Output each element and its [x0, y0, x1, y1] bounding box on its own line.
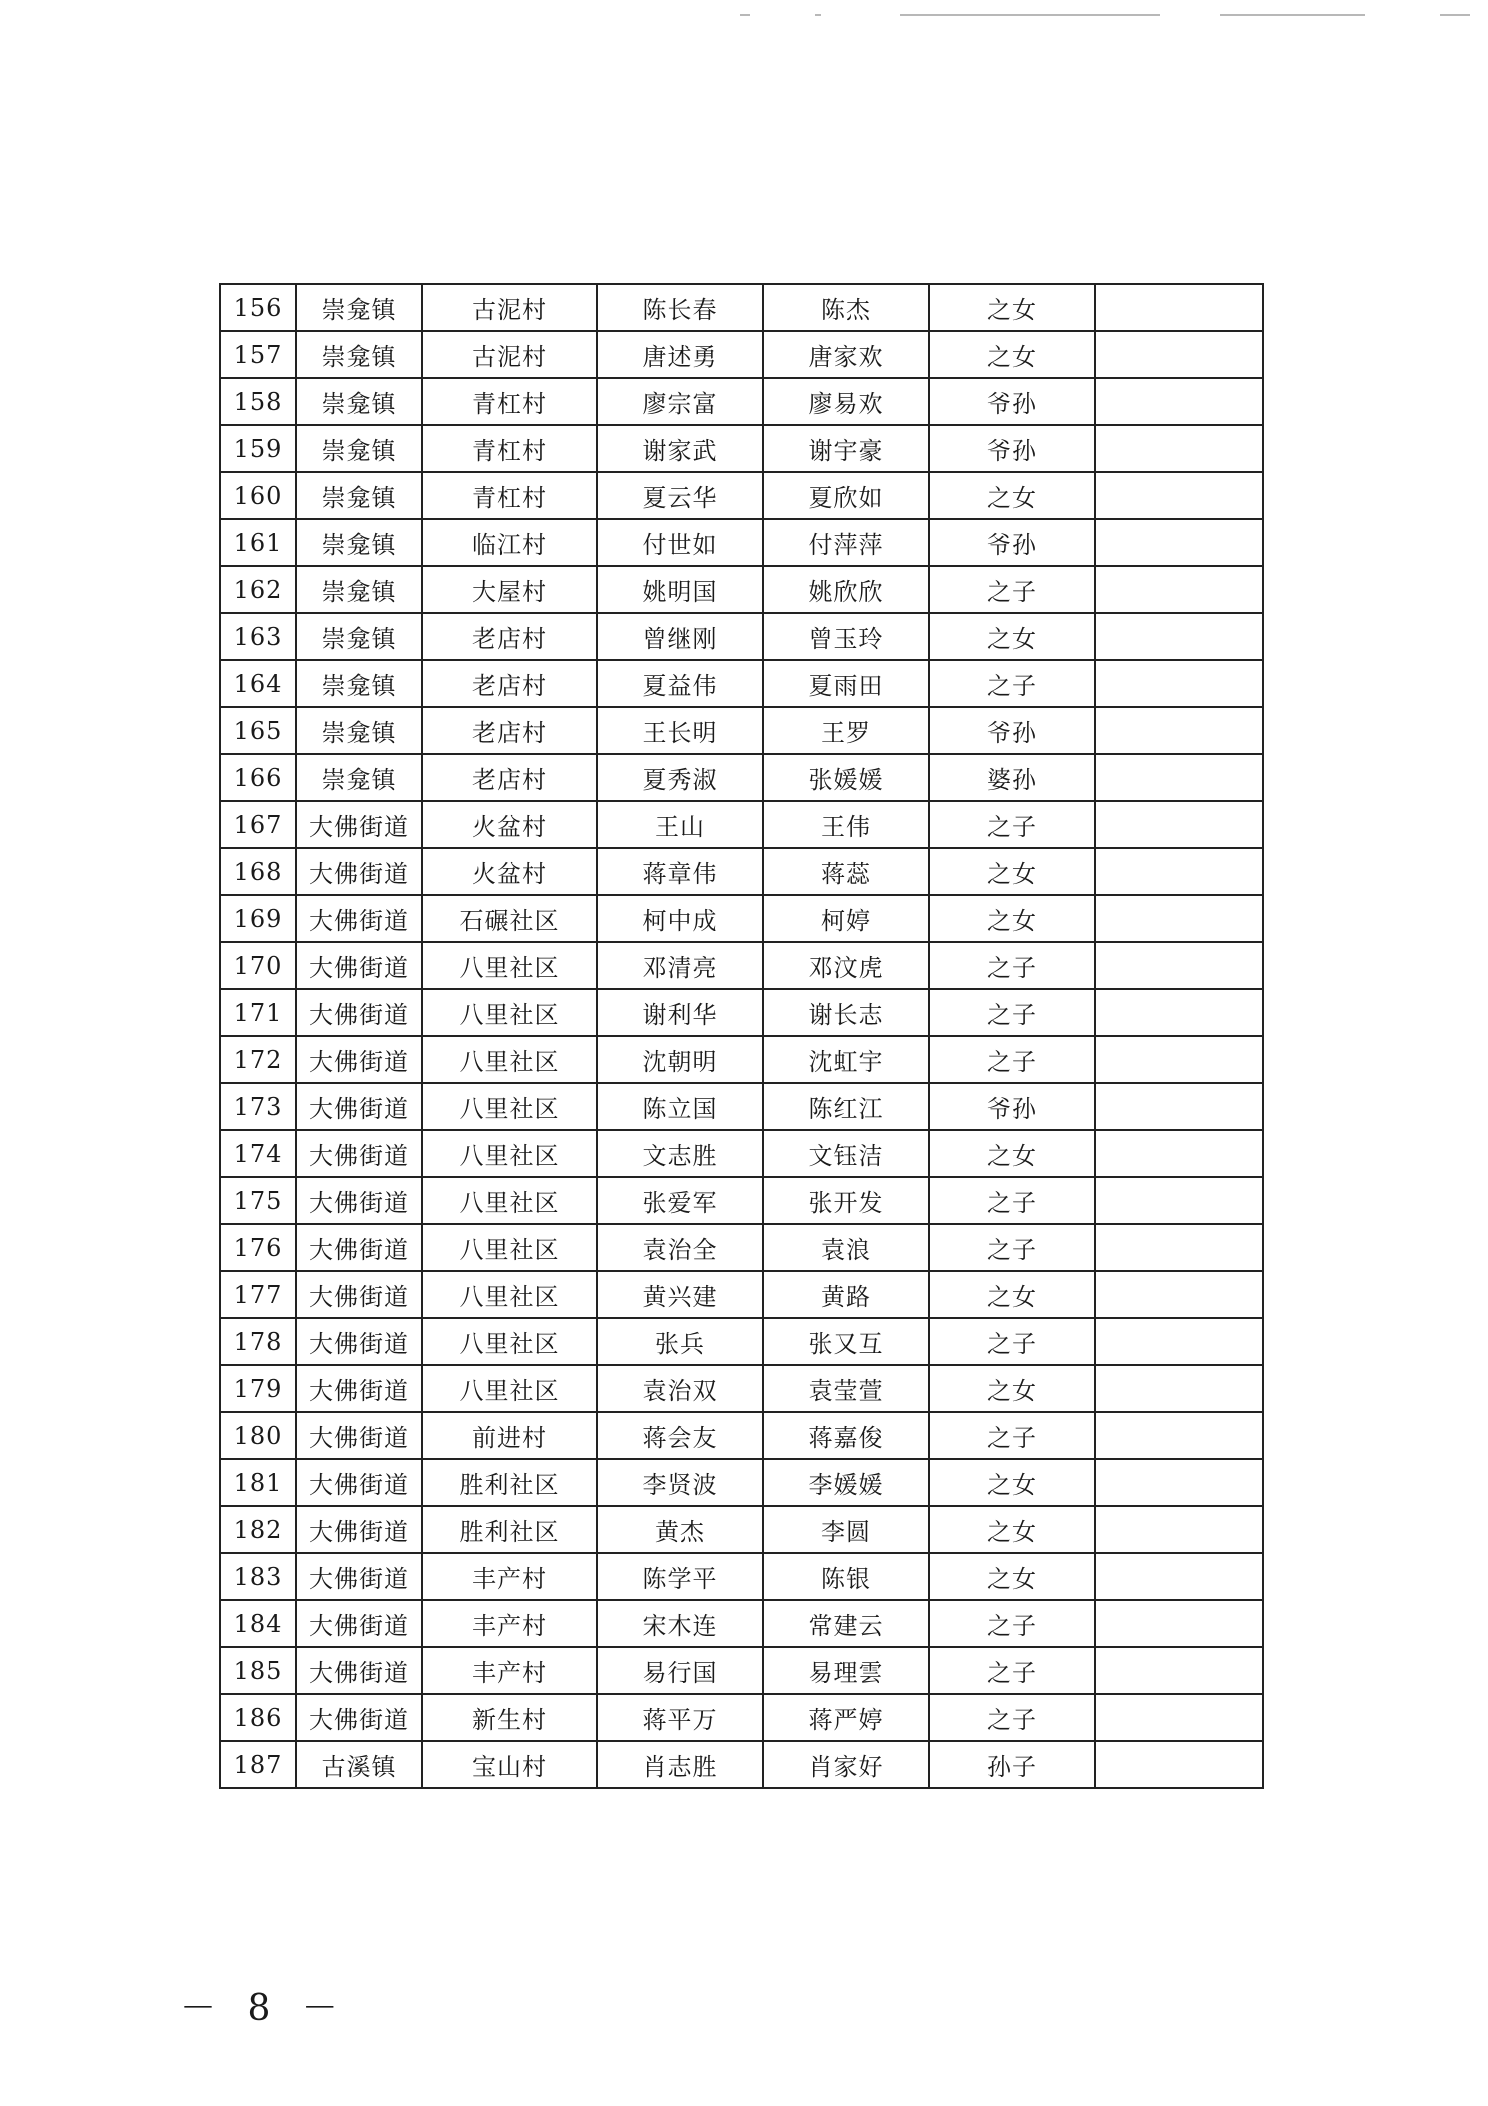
remarks-cell	[1095, 331, 1263, 378]
table-row	[220, 425, 1263, 472]
relationship-cell: 之子	[929, 942, 1095, 989]
relationship-cell: 婆孙	[929, 754, 1095, 801]
town-cell: 大佛街道	[296, 1036, 422, 1083]
town-cell: 崇龛镇	[296, 660, 422, 707]
village-cell: 大屋村	[422, 566, 597, 613]
relationship-cell: 之子	[929, 1177, 1095, 1224]
row-number-cell: 182	[220, 1506, 296, 1553]
relationship-cell: 之女	[929, 1553, 1095, 1600]
parent-name-cell: 张兵	[597, 1318, 763, 1365]
child-name-cell: 邓汶虎	[763, 942, 929, 989]
town-cell: 崇龛镇	[296, 284, 422, 331]
remarks-cell	[1095, 1036, 1263, 1083]
town-cell: 大佛街道	[296, 1459, 422, 1506]
row-number-cell: 184	[220, 1600, 296, 1647]
child-name-cell: 袁浪	[763, 1224, 929, 1271]
relationship-cell: 之女	[929, 1365, 1095, 1412]
town-cell: 崇龛镇	[296, 425, 422, 472]
parent-name-cell: 蒋平万	[597, 1694, 763, 1741]
child-name-cell: 姚欣欣	[763, 566, 929, 613]
table-row	[220, 1459, 1263, 1506]
row-number-cell: 176	[220, 1224, 296, 1271]
village-cell: 青杠村	[422, 378, 597, 425]
remarks-cell	[1095, 801, 1263, 848]
table-row	[220, 754, 1263, 801]
table-row	[220, 1647, 1263, 1694]
village-cell: 八里社区	[422, 1224, 597, 1271]
relationship-cell: 之子	[929, 989, 1095, 1036]
remarks-cell	[1095, 754, 1263, 801]
child-name-cell: 陈银	[763, 1553, 929, 1600]
village-cell: 石碾社区	[422, 895, 597, 942]
child-name-cell: 常建云	[763, 1600, 929, 1647]
remarks-cell	[1095, 284, 1263, 331]
table-row	[220, 1036, 1263, 1083]
parent-name-cell: 蒋章伟	[597, 848, 763, 895]
village-cell: 丰产村	[422, 1647, 597, 1694]
relationship-cell: 爷孙	[929, 425, 1095, 472]
village-cell: 胜利社区	[422, 1459, 597, 1506]
child-name-cell: 陈红江	[763, 1083, 929, 1130]
child-name-cell: 李圆	[763, 1506, 929, 1553]
remarks-cell	[1095, 895, 1263, 942]
remarks-cell	[1095, 942, 1263, 989]
parent-name-cell: 袁治全	[597, 1224, 763, 1271]
relationship-cell: 之女	[929, 1459, 1095, 1506]
table-body	[220, 284, 1263, 1788]
remarks-cell	[1095, 848, 1263, 895]
relationship-cell: 之子	[929, 1412, 1095, 1459]
row-number-cell: 174	[220, 1130, 296, 1177]
remarks-cell	[1095, 1083, 1263, 1130]
table-row	[220, 1224, 1263, 1271]
village-cell: 丰产村	[422, 1553, 597, 1600]
village-cell: 古泥村	[422, 331, 597, 378]
remarks-cell	[1095, 1694, 1263, 1741]
child-name-cell: 柯婷	[763, 895, 929, 942]
records-table	[219, 283, 1264, 1789]
village-cell: 八里社区	[422, 942, 597, 989]
remarks-cell	[1095, 989, 1263, 1036]
village-cell: 青杠村	[422, 472, 597, 519]
row-number-cell: 171	[220, 989, 296, 1036]
row-number-cell: 167	[220, 801, 296, 848]
table-row	[220, 1506, 1263, 1553]
relationship-cell: 之子	[929, 1600, 1095, 1647]
table-row	[220, 1600, 1263, 1647]
row-number-cell: 177	[220, 1271, 296, 1318]
town-cell: 大佛街道	[296, 989, 422, 1036]
remarks-cell	[1095, 1412, 1263, 1459]
relationship-cell: 之女	[929, 472, 1095, 519]
town-cell: 大佛街道	[296, 1600, 422, 1647]
parent-name-cell: 付世如	[597, 519, 763, 566]
table-row	[220, 1271, 1263, 1318]
village-cell: 火盆村	[422, 801, 597, 848]
town-cell: 崇龛镇	[296, 754, 422, 801]
remarks-cell	[1095, 1130, 1263, 1177]
remarks-cell	[1095, 1553, 1263, 1600]
town-cell: 崇龛镇	[296, 566, 422, 613]
village-cell: 老店村	[422, 660, 597, 707]
village-cell: 八里社区	[422, 1036, 597, 1083]
town-cell: 大佛街道	[296, 1412, 422, 1459]
child-name-cell: 易理雲	[763, 1647, 929, 1694]
town-cell: 大佛街道	[296, 942, 422, 989]
relationship-cell: 之女	[929, 895, 1095, 942]
row-number-cell: 164	[220, 660, 296, 707]
remarks-cell	[1095, 660, 1263, 707]
remarks-cell	[1095, 1741, 1263, 1788]
relationship-cell: 爷孙	[929, 707, 1095, 754]
relationship-cell: 之子	[929, 1318, 1095, 1365]
parent-name-cell: 邓清亮	[597, 942, 763, 989]
village-cell: 八里社区	[422, 1318, 597, 1365]
relationship-cell: 孙子	[929, 1741, 1095, 1788]
parent-name-cell: 蒋会友	[597, 1412, 763, 1459]
relationship-cell: 之子	[929, 566, 1095, 613]
town-cell: 大佛街道	[296, 801, 422, 848]
scan-artifact	[1220, 14, 1365, 16]
row-number-cell: 187	[220, 1741, 296, 1788]
relationship-cell: 爷孙	[929, 1083, 1095, 1130]
table-row	[220, 1741, 1263, 1788]
row-number-cell: 160	[220, 472, 296, 519]
parent-name-cell: 夏益伟	[597, 660, 763, 707]
remarks-cell	[1095, 1271, 1263, 1318]
town-cell: 大佛街道	[296, 1083, 422, 1130]
scan-artifact	[1440, 14, 1470, 16]
table-row	[220, 1553, 1263, 1600]
child-name-cell: 黄路	[763, 1271, 929, 1318]
parent-name-cell: 廖宗富	[597, 378, 763, 425]
child-name-cell: 蒋严婷	[763, 1694, 929, 1741]
remarks-cell	[1095, 1365, 1263, 1412]
relationship-cell: 之子	[929, 1647, 1095, 1694]
table-row	[220, 1412, 1263, 1459]
table-row	[220, 1130, 1263, 1177]
village-cell: 八里社区	[422, 1271, 597, 1318]
town-cell: 崇龛镇	[296, 613, 422, 660]
table-row	[220, 660, 1263, 707]
town-cell: 大佛街道	[296, 1365, 422, 1412]
parent-name-cell: 唐述勇	[597, 331, 763, 378]
relationship-cell: 之子	[929, 1036, 1095, 1083]
parent-name-cell: 陈长春	[597, 284, 763, 331]
parent-name-cell: 陈立国	[597, 1083, 763, 1130]
town-cell: 崇龛镇	[296, 331, 422, 378]
town-cell: 大佛街道	[296, 1694, 422, 1741]
row-number-cell: 163	[220, 613, 296, 660]
row-number-cell: 162	[220, 566, 296, 613]
row-number-cell: 178	[220, 1318, 296, 1365]
parent-name-cell: 文志胜	[597, 1130, 763, 1177]
child-name-cell: 付萍萍	[763, 519, 929, 566]
parent-name-cell: 袁治双	[597, 1365, 763, 1412]
child-name-cell: 夏雨田	[763, 660, 929, 707]
parent-name-cell: 宋木连	[597, 1600, 763, 1647]
town-cell: 大佛街道	[296, 895, 422, 942]
child-name-cell: 张又互	[763, 1318, 929, 1365]
parent-name-cell: 柯中成	[597, 895, 763, 942]
table-row	[220, 848, 1263, 895]
child-name-cell: 张开发	[763, 1177, 929, 1224]
child-name-cell: 王罗	[763, 707, 929, 754]
table-row	[220, 284, 1263, 331]
child-name-cell: 曾玉玲	[763, 613, 929, 660]
child-name-cell: 廖易欢	[763, 378, 929, 425]
row-number-cell: 157	[220, 331, 296, 378]
town-cell: 崇龛镇	[296, 519, 422, 566]
child-name-cell: 袁莹萱	[763, 1365, 929, 1412]
town-cell: 大佛街道	[296, 1318, 422, 1365]
row-number-cell: 186	[220, 1694, 296, 1741]
village-cell: 古泥村	[422, 284, 597, 331]
town-cell: 大佛街道	[296, 1224, 422, 1271]
village-cell: 前进村	[422, 1412, 597, 1459]
remarks-cell	[1095, 1224, 1263, 1271]
table-row	[220, 519, 1263, 566]
village-cell: 八里社区	[422, 1177, 597, 1224]
scan-artifact	[900, 14, 1160, 16]
scan-artifact	[815, 14, 821, 16]
table-row	[220, 1694, 1263, 1741]
parent-name-cell: 谢利华	[597, 989, 763, 1036]
child-name-cell: 蒋嘉俊	[763, 1412, 929, 1459]
village-cell: 宝山村	[422, 1741, 597, 1788]
row-number-cell: 179	[220, 1365, 296, 1412]
remarks-cell	[1095, 1459, 1263, 1506]
town-cell: 崇龛镇	[296, 707, 422, 754]
table-row	[220, 1177, 1263, 1224]
parent-name-cell: 姚明国	[597, 566, 763, 613]
remarks-cell	[1095, 1318, 1263, 1365]
table-row	[220, 613, 1263, 660]
parent-name-cell: 王山	[597, 801, 763, 848]
town-cell: 大佛街道	[296, 1647, 422, 1694]
table-row	[220, 331, 1263, 378]
row-number-cell: 173	[220, 1083, 296, 1130]
town-cell: 大佛街道	[296, 1553, 422, 1600]
table-row	[220, 942, 1263, 989]
parent-name-cell: 李贤波	[597, 1459, 763, 1506]
parent-name-cell: 谢家武	[597, 425, 763, 472]
remarks-cell	[1095, 519, 1263, 566]
table-row	[220, 989, 1263, 1036]
row-number-cell: 185	[220, 1647, 296, 1694]
table-row	[220, 707, 1263, 754]
relationship-cell: 之女	[929, 1271, 1095, 1318]
remarks-cell	[1095, 472, 1263, 519]
parent-name-cell: 曾继刚	[597, 613, 763, 660]
relationship-cell: 之子	[929, 660, 1095, 707]
town-cell: 大佛街道	[296, 1506, 422, 1553]
village-cell: 丰产村	[422, 1600, 597, 1647]
village-cell: 老店村	[422, 613, 597, 660]
row-number-cell: 166	[220, 754, 296, 801]
row-number-cell: 158	[220, 378, 296, 425]
remarks-cell	[1095, 566, 1263, 613]
village-cell: 八里社区	[422, 1130, 597, 1177]
village-cell: 老店村	[422, 754, 597, 801]
child-name-cell: 王伟	[763, 801, 929, 848]
remarks-cell	[1095, 1506, 1263, 1553]
remarks-cell	[1095, 425, 1263, 472]
relationship-cell: 之女	[929, 1130, 1095, 1177]
table-row	[220, 1318, 1263, 1365]
child-name-cell: 蒋蕊	[763, 848, 929, 895]
page-number: － 8 －	[180, 1988, 348, 2029]
table-row	[220, 1365, 1263, 1412]
row-number-cell: 165	[220, 707, 296, 754]
parent-name-cell: 易行国	[597, 1647, 763, 1694]
child-name-cell: 李媛媛	[763, 1459, 929, 1506]
relationship-cell: 之子	[929, 1224, 1095, 1271]
relationship-cell: 之子	[929, 801, 1095, 848]
parent-name-cell: 肖志胜	[597, 1741, 763, 1788]
parent-name-cell: 陈学平	[597, 1553, 763, 1600]
row-number-cell: 181	[220, 1459, 296, 1506]
village-cell: 八里社区	[422, 1365, 597, 1412]
relationship-cell: 爷孙	[929, 519, 1095, 566]
table-row	[220, 1083, 1263, 1130]
relationship-cell: 之女	[929, 331, 1095, 378]
child-name-cell: 夏欣如	[763, 472, 929, 519]
child-name-cell: 肖家好	[763, 1741, 929, 1788]
remarks-cell	[1095, 1647, 1263, 1694]
row-number-cell: 172	[220, 1036, 296, 1083]
table-row	[220, 378, 1263, 425]
remarks-cell	[1095, 613, 1263, 660]
child-name-cell: 谢长志	[763, 989, 929, 1036]
row-number-cell: 161	[220, 519, 296, 566]
remarks-cell	[1095, 707, 1263, 754]
parent-name-cell: 黄兴建	[597, 1271, 763, 1318]
parent-name-cell: 黄杰	[597, 1506, 763, 1553]
relationship-cell: 之子	[929, 1694, 1095, 1741]
village-cell: 新生村	[422, 1694, 597, 1741]
parent-name-cell: 夏云华	[597, 472, 763, 519]
village-cell: 八里社区	[422, 989, 597, 1036]
parent-name-cell: 沈朝明	[597, 1036, 763, 1083]
table-row	[220, 472, 1263, 519]
remarks-cell	[1095, 1177, 1263, 1224]
row-number-cell: 159	[220, 425, 296, 472]
child-name-cell: 谢宇豪	[763, 425, 929, 472]
town-cell: 大佛街道	[296, 1177, 422, 1224]
child-name-cell: 陈杰	[763, 284, 929, 331]
relationship-cell: 之女	[929, 848, 1095, 895]
child-name-cell: 张媛媛	[763, 754, 929, 801]
remarks-cell	[1095, 378, 1263, 425]
remarks-cell	[1095, 1600, 1263, 1647]
parent-name-cell: 夏秀淑	[597, 754, 763, 801]
parent-name-cell: 王长明	[597, 707, 763, 754]
row-number-cell: 180	[220, 1412, 296, 1459]
village-cell: 临江村	[422, 519, 597, 566]
row-number-cell: 170	[220, 942, 296, 989]
row-number-cell: 183	[220, 1553, 296, 1600]
relationship-cell: 之女	[929, 1506, 1095, 1553]
village-cell: 青杠村	[422, 425, 597, 472]
town-cell: 大佛街道	[296, 1271, 422, 1318]
village-cell: 火盆村	[422, 848, 597, 895]
table-row	[220, 895, 1263, 942]
village-cell: 胜利社区	[422, 1506, 597, 1553]
child-name-cell: 文钰洁	[763, 1130, 929, 1177]
scan-artifact	[740, 14, 750, 16]
town-cell: 大佛街道	[296, 848, 422, 895]
town-cell: 大佛街道	[296, 1130, 422, 1177]
table-row	[220, 801, 1263, 848]
row-number-cell: 168	[220, 848, 296, 895]
child-name-cell: 沈虹宇	[763, 1036, 929, 1083]
town-cell: 古溪镇	[296, 1741, 422, 1788]
village-cell: 八里社区	[422, 1083, 597, 1130]
town-cell: 崇龛镇	[296, 472, 422, 519]
relationship-cell: 之女	[929, 284, 1095, 331]
relationship-cell: 之女	[929, 613, 1095, 660]
parent-name-cell: 张爱军	[597, 1177, 763, 1224]
town-cell: 崇龛镇	[296, 378, 422, 425]
row-number-cell: 156	[220, 284, 296, 331]
table-row	[220, 566, 1263, 613]
relationship-cell: 爷孙	[929, 378, 1095, 425]
child-name-cell: 唐家欢	[763, 331, 929, 378]
village-cell: 老店村	[422, 707, 597, 754]
row-number-cell: 169	[220, 895, 296, 942]
row-number-cell: 175	[220, 1177, 296, 1224]
